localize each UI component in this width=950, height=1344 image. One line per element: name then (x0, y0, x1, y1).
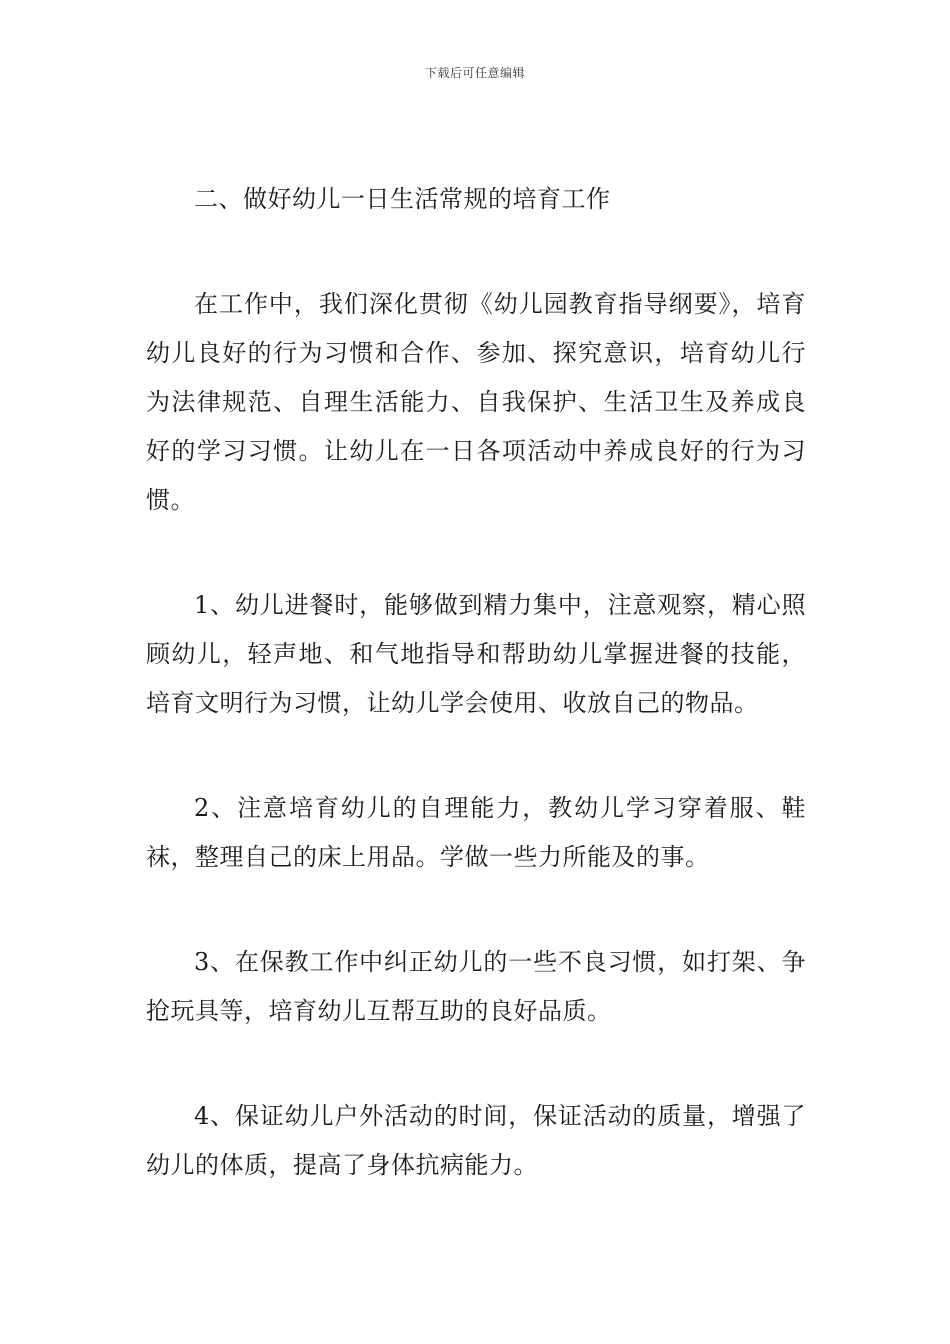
document-body (146, 175, 806, 1190)
paragraph-intro: 在工作中，我们深化贯彻《幼儿园教育指导纲要》，培育幼儿良好的行为习惯和合作、参加、探究意识，培育幼儿行为法律规范、自理生活能力、自我保护、生活卫生及养成良好的学习习惯。让幼儿在一日各项活动中养成良好的行为习惯。 (146, 290, 806, 514)
paragraph-item-3: 3、在保教工作中纠正幼儿的一些不良习惯，如打架、争抢玩具等，培育幼儿互帮互助的良好品质。 (146, 948, 806, 1025)
paragraph-item-2: 2、注意培育幼儿的自理能力，教幼儿学习穿着服、鞋袜，整理自己的床上用品。学做一些力所能及的事。 (146, 794, 806, 871)
paragraph-item-4: 4、保证幼儿户外活动的时间，保证活动的质量，增强了幼儿的体质，提高了身体抗病能力。 (146, 1102, 806, 1179)
section-heading: 二、做好幼儿一日生活常规的培育工作 (194, 185, 611, 213)
page-header-note: 下载后可任意编辑 (424, 66, 525, 80)
paragraph-item-1: 1、幼儿进餐时，能够做到精力集中，注意观察，精心照顾幼儿，轻声地、和气地指导和帮助幼儿掌握进餐的技能，培育文明行为习惯，让幼儿学会使用、收放自己的物品。 (146, 591, 806, 717)
